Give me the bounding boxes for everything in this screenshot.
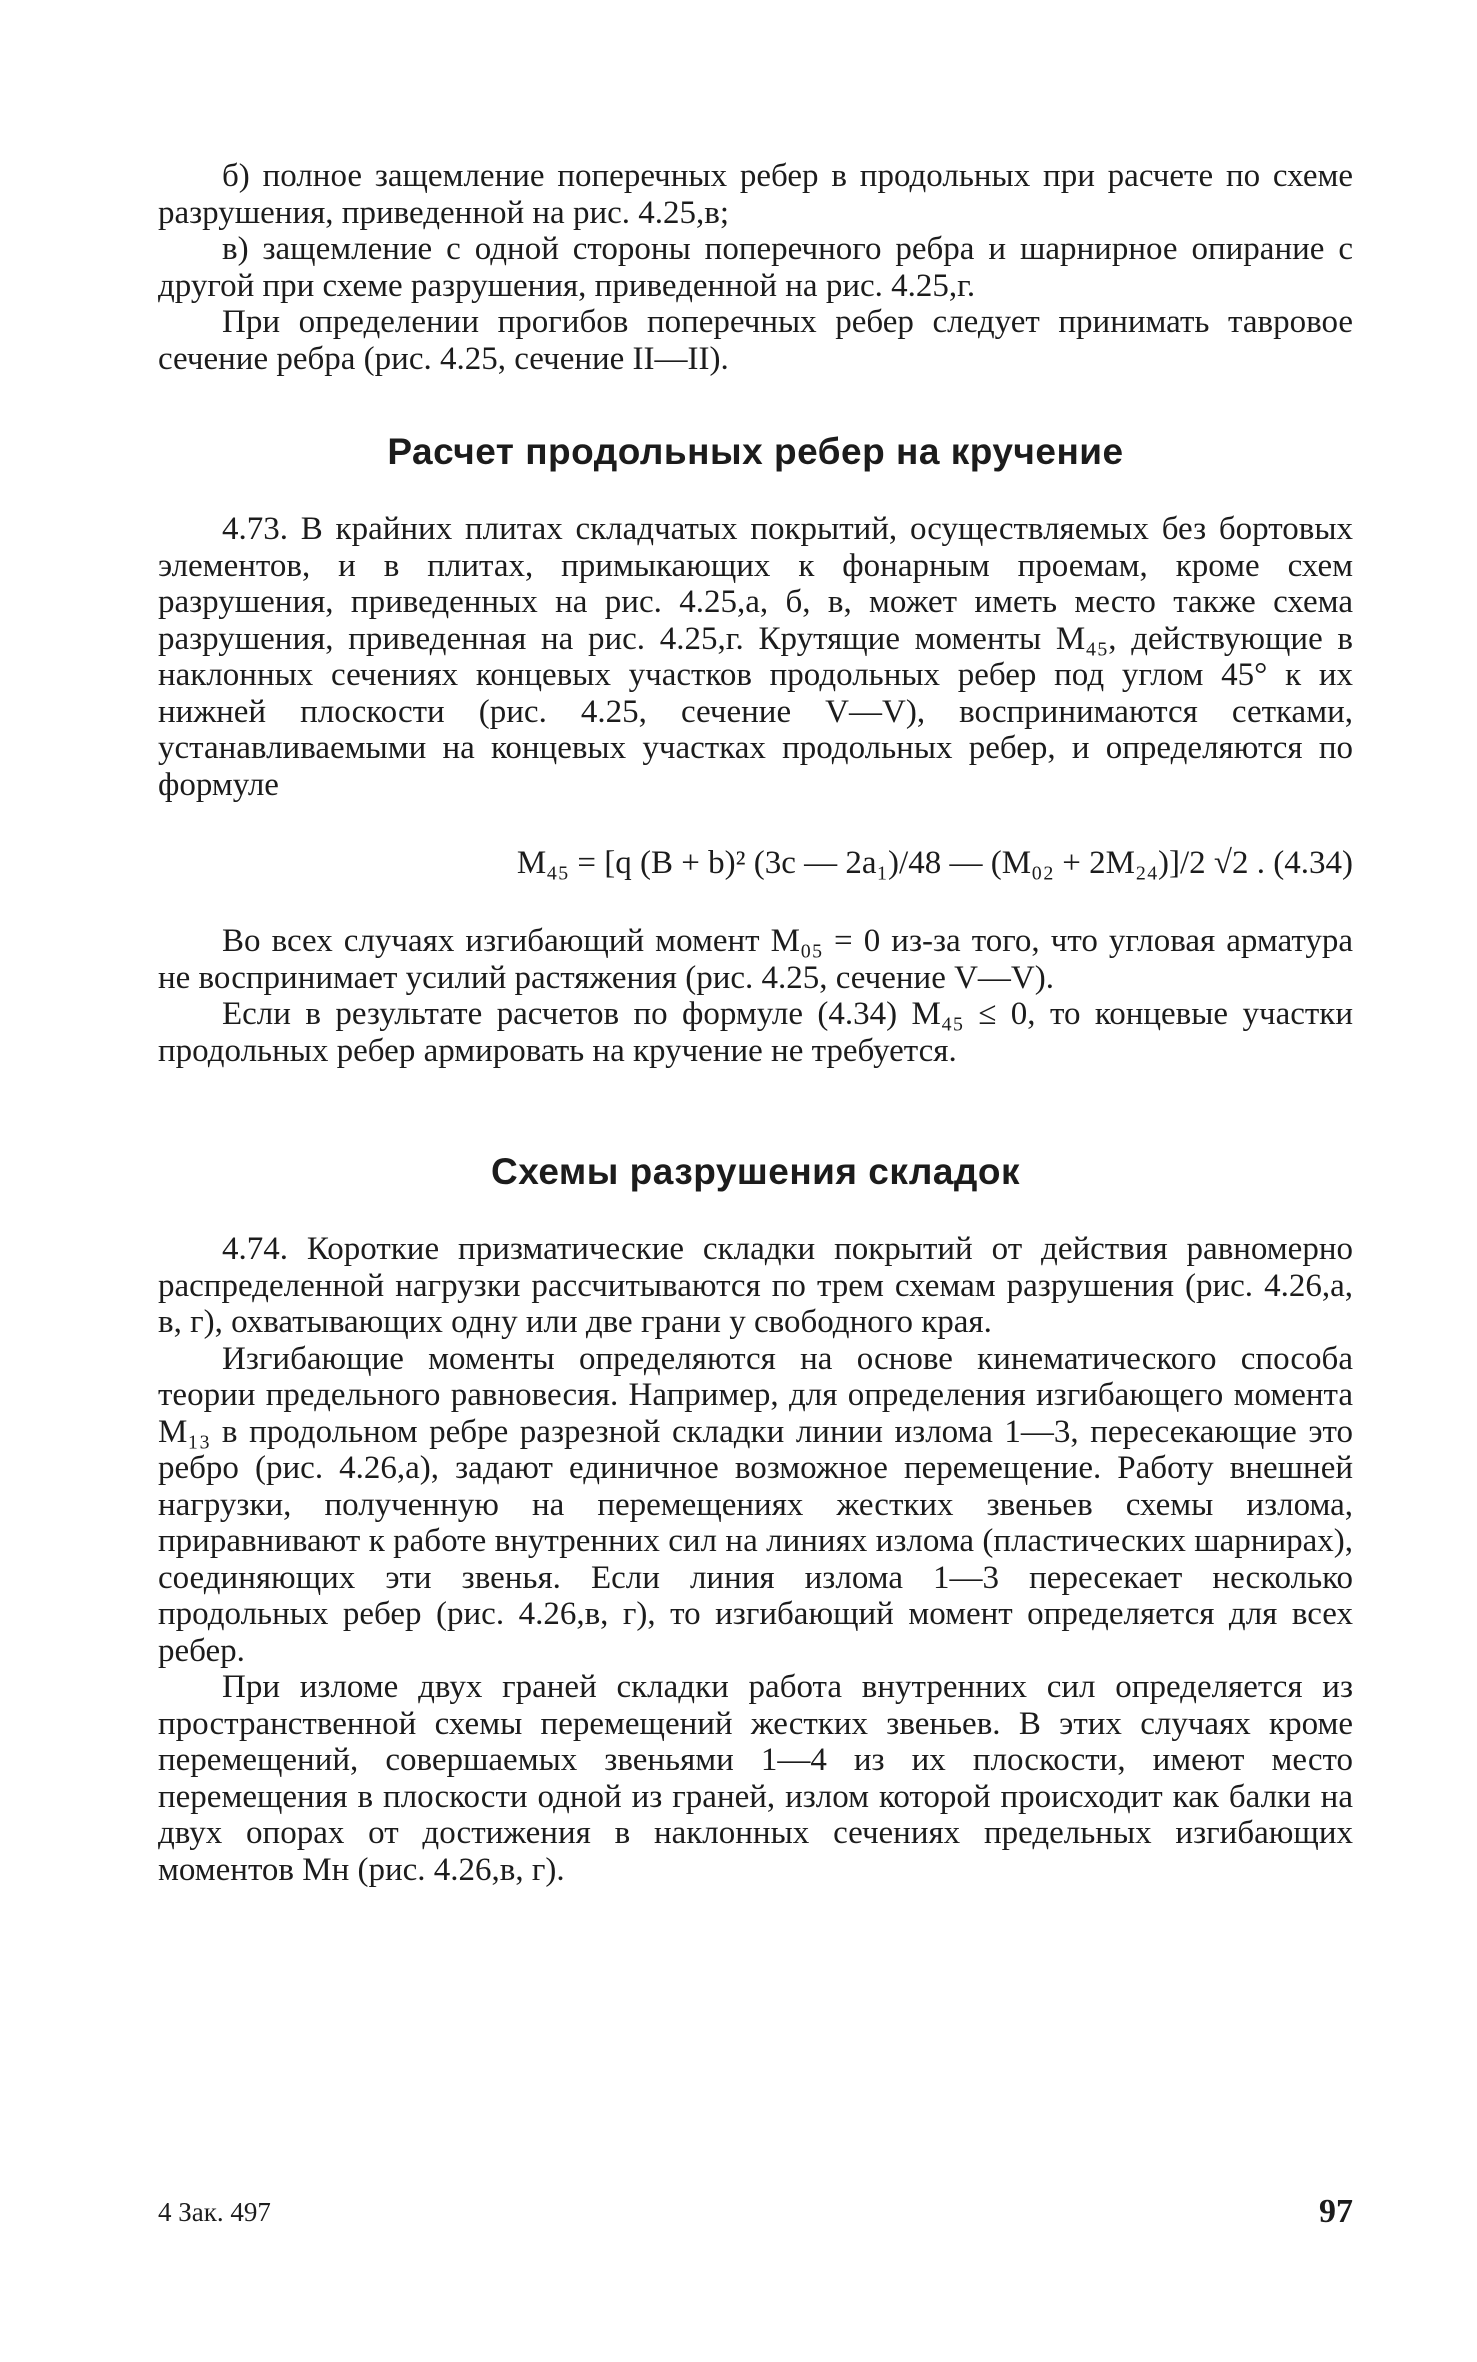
section-title-failure-schemes: Схемы разрушения складок (490, 1151, 1021, 1192)
page-number: 97 (1319, 2193, 1353, 2230)
paragraph-m05: Во всех случаях изгибающий момент M₀₅ = 0 из-за того, что угловая арматура не воспринимает усилий растяжения (рис. 4.25, сечение V—V). (158, 923, 1353, 996)
printer-signature: 4 Зак. 497 (158, 2197, 271, 2227)
paragraph-two-faces: При изломе двух граней складки работа внутренних сил определяется из пространственной схемы перемещений жестких звеньев. В этих случаях кроме перемещений, совершаемых звеньями 1—4 из их плоскости, имеют место перемещения в плоскости одной из граней, излом которой происходит как балки на двух опорах от достижения в наклонных сечениях предельных изгибающих моментов Mн (рис. 4.26,в, г). (158, 1669, 1353, 1888)
formula-text: M₄₅ = [q (B + b)² (3c — 2a₁)/48 — (M₀₂ + 2M₂₄)]/2 √2 . (4.34) (516, 845, 1353, 881)
paragraph-4-74: 4.74. Короткие призматические складки покрытий от действия равномерно распределенной нагрузки рассчитываются по трем схемам разрушения (рис. 4.26,а, в, г), охватывающих одну или две грани у свободного края. (158, 1231, 1353, 1340)
paragraph-bending-moments: Изгибающие моменты определяются на основе кинематического способа теории предельного равновесия. Например, для определения изгибающего момента M₁₃ в продольном ребре разрезной складки линии излома 1—3, пересекающие это ребро (рис. 4.26,а), задают единичное возможное перемещение. Работу внешней нагрузки, полученную на перемещениях жестких звеньев схемы излома, приравнивают к работе внутренних сил на линиях излома (пластических шарнирах), соединяющих эти звенья. Если линия излома 1—3 пересекает несколько продольных ребер (рис. 4.26,в, г), то изгибающий момент определяется для всех ребер. (158, 1340, 1353, 1669)
section-title-torsion: Расчет продольных ребер на кручение (387, 431, 1124, 472)
formula-4-34 (158, 843, 1353, 883)
paragraph-deflection: При определении прогибов поперечных ребер следует принимать тавровое сечение ребра (рис. 4.25, сечение II—II). (158, 304, 1353, 377)
paragraph-4-73: 4.73. В крайних плитах складчатых покрытий, осуществляемых без бортовых элементов, и в плитах, примыкающих к фонарным проемам, кроме схем разрушения, приведенных на рис. 4.25,а, б, в, может иметь место также схема разрушения, приведенная на рис. 4.25,г. Крутящие моменты M₄₅, действующие в наклонных сечениях концевых участков продольных ребер под углом 45° к их нижней плоскости (рис. 4.25, сечение V—V), воспринимаются сетками, устанавливаемыми на концевых участках продольных ребер, и определяются по формуле (158, 511, 1353, 803)
paragraph-b: б) полное защемление поперечных ребер в продольных при расчете по схеме разрушения, приведенной на рис. 4.25,в; (158, 158, 1353, 231)
paragraph-v: в) защемление с одной стороны поперечного ребра и шарнирное опирание с другой при схеме разрушения, приведенной на рис. 4.25,г. (158, 231, 1353, 304)
paragraph-m45-condition: Если в результате расчетов по формуле (4.34) M₄₅ ≤ 0, то концевые участки продольных ребер армировать на кручение не требуется. (158, 996, 1353, 1069)
page-footer (158, 2193, 1353, 2233)
page-body (158, 158, 1353, 1888)
